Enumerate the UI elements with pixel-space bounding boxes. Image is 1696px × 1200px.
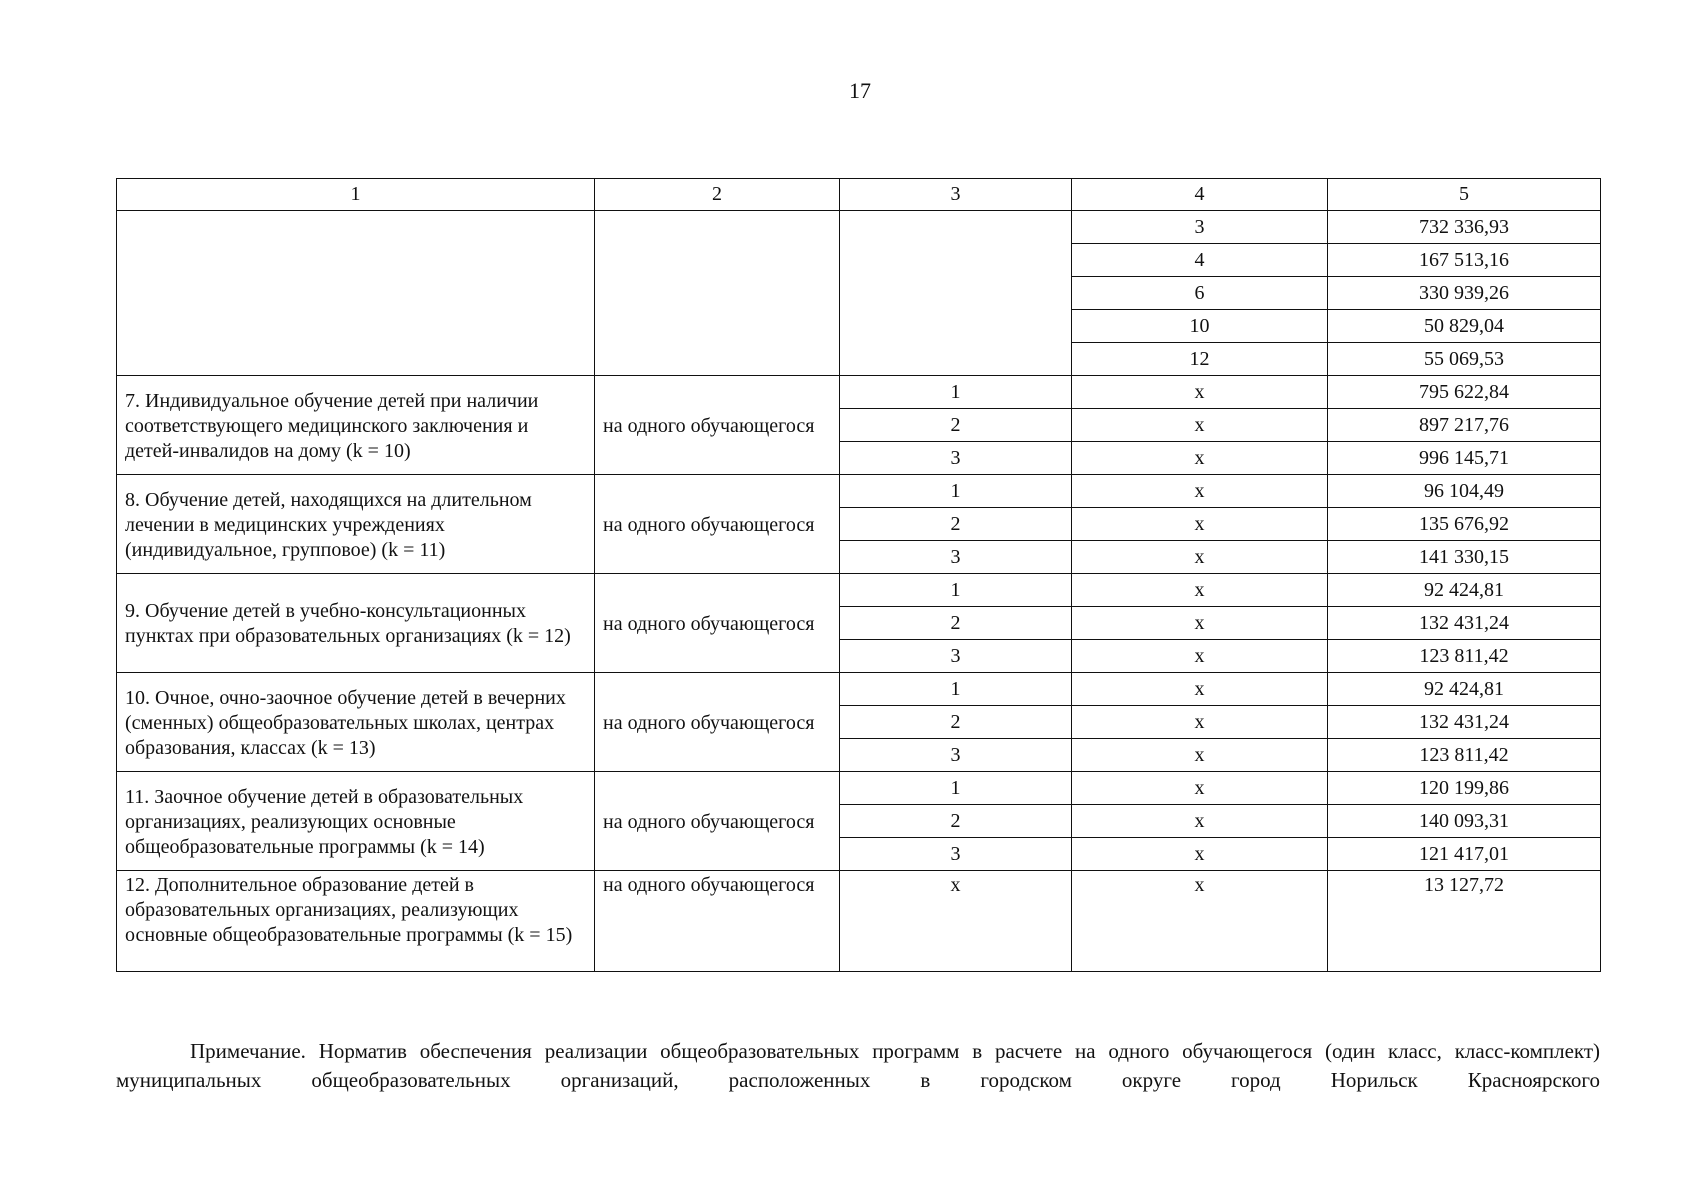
value-cell: 55 069,53 xyxy=(1328,343,1601,376)
col4-cell: x xyxy=(1072,772,1328,805)
value-cell: 132 431,24 xyxy=(1328,607,1601,640)
value-cell: 141 330,15 xyxy=(1328,541,1601,574)
service-description: 11. Заочное обучение детей в образовательных организациях, реализующих основные общеобразовательные программы (k = 14) xyxy=(117,772,595,871)
unit-cell: на одного обучающегося xyxy=(595,574,840,673)
col4-cell: x xyxy=(1072,640,1328,673)
col3-cell: 1 xyxy=(840,673,1072,706)
empty-desc-cell xyxy=(117,211,595,376)
col4-cell: 10 xyxy=(1072,310,1328,343)
service-description: 7. Индивидуальное обучение детей при наличии соответствующего медицинского заключения и детей-инвалидов на дому (k = 10) xyxy=(117,376,595,475)
table-row xyxy=(117,211,1601,244)
value-cell: 92 424,81 xyxy=(1328,673,1601,706)
col4-cell: x xyxy=(1072,607,1328,640)
col4-cell: x xyxy=(1072,673,1328,706)
value-cell: 13 127,72 xyxy=(1328,871,1601,972)
value-cell: 132 431,24 xyxy=(1328,706,1601,739)
service-description: 9. Обучение детей в учебно-консультационных пунктах при образовательных организациях (k = 12) xyxy=(117,574,595,673)
col3-cell: 2 xyxy=(840,706,1072,739)
footnote-paragraph: Примечание. Норматив обеспечения реализации общеобразовательных программ в расчете на одного обучающегося (один класс, класс-комплект) муниципальных общеобразовательных организаций, расположенных в городском округе город Норильск Красноярского xyxy=(116,1039,1600,1092)
value-cell: 330 939,26 xyxy=(1328,277,1601,310)
col3-cell: 1 xyxy=(840,376,1072,409)
col3-cell: 3 xyxy=(840,838,1072,871)
unit-cell: на одного обучающегося xyxy=(595,772,840,871)
header-cell: 1 xyxy=(117,179,595,211)
col3-cell: 3 xyxy=(840,739,1072,772)
unit-cell: на одного обучающегося xyxy=(595,376,840,475)
value-cell: 123 811,42 xyxy=(1328,640,1601,673)
col4-cell: 3 xyxy=(1072,211,1328,244)
value-cell: 897 217,76 xyxy=(1328,409,1601,442)
col4-cell: x xyxy=(1072,541,1328,574)
col4-cell: x xyxy=(1072,475,1328,508)
col4-cell: x xyxy=(1072,838,1328,871)
col3-cell: 2 xyxy=(840,607,1072,640)
col4-cell: x xyxy=(1072,376,1328,409)
table-header-row xyxy=(117,179,1601,211)
service-description: 8. Обучение детей, находящихся на длительном лечении в медицинских учреждениях (индивидуальное, групповое) (k = 11) xyxy=(117,475,595,574)
col3-cell: 3 xyxy=(840,541,1072,574)
header-cell: 2 xyxy=(595,179,840,211)
col4-cell: x xyxy=(1072,805,1328,838)
value-cell: 92 424,81 xyxy=(1328,574,1601,607)
col4-cell: 4 xyxy=(1072,244,1328,277)
col4-cell: x xyxy=(1072,706,1328,739)
value-cell: 795 622,84 xyxy=(1328,376,1601,409)
normative-table xyxy=(116,178,1601,972)
table-row xyxy=(117,871,1601,972)
value-cell: 50 829,04 xyxy=(1328,310,1601,343)
service-description: 10. Очное, очно-заочное обучение детей в вечерних (сменных) общеобразовательных школах, центрах образования, классах (k = 13) xyxy=(117,673,595,772)
value-cell: 167 513,16 xyxy=(1328,244,1601,277)
header-cell: 4 xyxy=(1072,179,1328,211)
service-description: 12. Дополнительное образование детей в образовательных организациях, реализующих основные общеобразовательные программы (k = 15) xyxy=(117,871,595,972)
col4-cell: 12 xyxy=(1072,343,1328,376)
header-cell: 3 xyxy=(840,179,1072,211)
table-row xyxy=(117,673,1601,706)
header-cell: 5 xyxy=(1328,179,1601,211)
col4-cell: x xyxy=(1072,739,1328,772)
col4-cell: 6 xyxy=(1072,277,1328,310)
page-number: 17 xyxy=(849,78,871,103)
col3-cell: 1 xyxy=(840,574,1072,607)
value-cell: 732 336,93 xyxy=(1328,211,1601,244)
unit-cell: на одного обучающегося xyxy=(595,673,840,772)
col4-cell: x xyxy=(1072,508,1328,541)
col3-cell: 2 xyxy=(840,805,1072,838)
value-cell: 121 417,01 xyxy=(1328,838,1601,871)
col3-cell: 3 xyxy=(840,640,1072,673)
value-cell: 135 676,92 xyxy=(1328,508,1601,541)
value-cell: 120 199,86 xyxy=(1328,772,1601,805)
table-row xyxy=(117,376,1601,409)
col4-cell: x xyxy=(1072,409,1328,442)
value-cell: 996 145,71 xyxy=(1328,442,1601,475)
unit-cell: на одного обучающегося xyxy=(595,871,840,972)
unit-cell: на одного обучающегося xyxy=(595,475,840,574)
col3-cell: x xyxy=(840,871,1072,972)
col3-cell: 2 xyxy=(840,508,1072,541)
col4-cell: x xyxy=(1072,871,1328,972)
col3-cell: 2 xyxy=(840,409,1072,442)
col3-cell: 3 xyxy=(840,442,1072,475)
col4-cell: x xyxy=(1072,442,1328,475)
col3-cell: 1 xyxy=(840,772,1072,805)
value-cell: 123 811,42 xyxy=(1328,739,1601,772)
table-row xyxy=(117,772,1601,805)
col3-cell: 1 xyxy=(840,475,1072,508)
table-row xyxy=(117,574,1601,607)
empty-col3-cell xyxy=(840,211,1072,376)
empty-unit-cell xyxy=(595,211,840,376)
value-cell: 96 104,49 xyxy=(1328,475,1601,508)
col4-cell: x xyxy=(1072,574,1328,607)
table-row xyxy=(117,475,1601,508)
value-cell: 140 093,31 xyxy=(1328,805,1601,838)
